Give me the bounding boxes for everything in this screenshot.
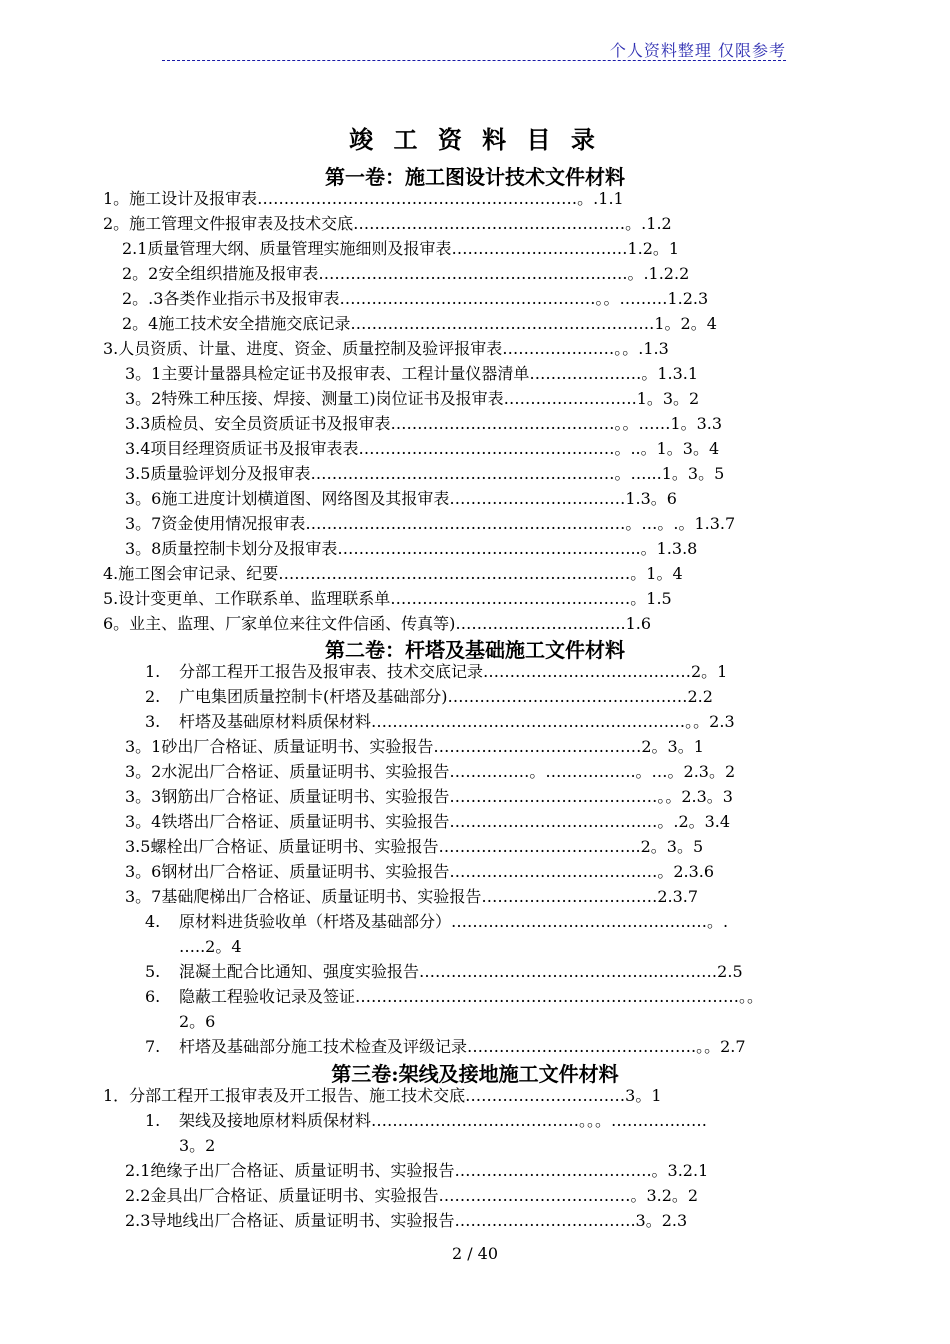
toc-entry: 1。施工设计及报审表……………………………………………………。.1.1 bbox=[103, 189, 624, 208]
toc-entry-continuation: 3。2 bbox=[179, 1136, 216, 1155]
toc-entry-continuation: …..2。4 bbox=[179, 937, 242, 956]
toc-entry: 2.1质量管理大纲、质量管理实施细则及报审表……………………………1.2。1 bbox=[122, 239, 680, 258]
toc-entry: 3.人员资质、计量、进度、资金、质量控制及验评报审表…………………。。.1.3 bbox=[103, 339, 669, 358]
toc-entry bbox=[145, 987, 763, 1007]
entry-number: 4. bbox=[145, 912, 161, 931]
entry-number: 7. bbox=[145, 1037, 161, 1056]
toc-entry bbox=[145, 962, 743, 982]
toc-entry: 5.设计变更单、工作联系单、监理联系单………………………………………。1.5 bbox=[103, 589, 672, 608]
toc-entry: 3。6施工进度计划横道图、网络图及其报审表……………………………1.3。6 bbox=[125, 489, 677, 508]
toc-entry: 2。施工管理文件报审表及技术交底……………………………………………。.1.2 bbox=[103, 214, 672, 233]
toc-entry: 3。1主要计量器具检定证书及报审表、工程计量仪器清单…………………。1.3.1 bbox=[125, 364, 699, 383]
entry-number: 6. bbox=[145, 987, 161, 1006]
toc-entry: 1．分部工程开工报审表及开工报告、施工技术交底…………………………3。1 bbox=[103, 1086, 662, 1105]
toc-entry: 3。3钢筋出厂合格证、质量证明书、实验报告…………………………………。。2.3。3 bbox=[125, 787, 733, 806]
document-title: 竣 工 资 料 目 录 bbox=[349, 125, 601, 154]
entry-text: 架线及接地原材料质保材料…………………………………。。。……………… bbox=[179, 1111, 708, 1130]
toc-entry: 2。.3各类作业指示书及报审表…………………………………………。。………1.2.3 bbox=[122, 289, 709, 308]
toc-entry: 4.施工图会审记录、纪要…………………………………………………………。1。4 bbox=[103, 564, 683, 583]
toc-entry: 3。1砂出厂合格证、质量证明书、实验报告…………………………………2。3。1 bbox=[125, 737, 704, 756]
page-number: 2 / 40 bbox=[451, 1244, 499, 1263]
entry-text: 杆塔及基础部分施工技术检查及评级记录…………………………………….。。2.7 bbox=[179, 1037, 746, 1056]
entry-number: 1. bbox=[145, 1111, 161, 1130]
toc-entry bbox=[145, 912, 728, 932]
entry-number: 3. bbox=[145, 712, 161, 731]
header-text: 个人资料整理 仅限参考 bbox=[609, 41, 786, 60]
toc-entry: 2。4施工技术安全措施交底记录…………………………………………………1。2。4 bbox=[122, 314, 717, 333]
volume2-heading: 第二卷：杆塔及基础施工文件材料 bbox=[325, 638, 625, 662]
toc-entry bbox=[145, 687, 713, 707]
toc-entry: 3。4铁塔出厂合格证、质量证明书、实验报告…………………………………。.2。3.4 bbox=[125, 812, 731, 831]
toc-entry bbox=[145, 1037, 746, 1057]
entry-number: 2. bbox=[145, 687, 161, 706]
toc-entry-continuation: 2。6 bbox=[179, 1012, 216, 1031]
entry-text: 隐蔽工程验收记录及签证………………………………………………………………。。 bbox=[179, 987, 764, 1006]
volume1-heading: 第一卷：施工图设计技术文件材料 bbox=[325, 165, 625, 189]
toc-entry: 3。7基础爬梯出厂合格证、质量证明书、实验报告……………………………2.3.7 bbox=[125, 887, 699, 906]
toc-entry: 3。6钢材出厂合格证、质量证明书、实验报告…………………………………。2.3.6 bbox=[125, 862, 715, 881]
toc-entry bbox=[145, 662, 727, 682]
toc-entry: 2。2安全组织措施及报审表………………………………………………….。.1.2.2 bbox=[122, 264, 690, 283]
entry-text: 混凝土配合比通知、强度实验报告……………………………………..…………2.5 bbox=[179, 962, 743, 981]
entry-text: 分部工程开工报告及报审表、技术交底记录…………………………………2。1 bbox=[179, 662, 728, 681]
toc-entry: 3.5螺栓出厂合格证、质量证明书、实验报告………………………………..2。3。5 bbox=[125, 837, 704, 856]
entry-text: 杆塔及基础原材料质保材料……………………………………..……………。。2.3 bbox=[179, 712, 735, 731]
toc-entry bbox=[145, 712, 735, 732]
entry-text: 原材料进货验收单（杆塔及基础部分）…………………………………………。. bbox=[179, 912, 729, 931]
toc-entry: 3.5质量验评划分及报审表…………………………………………………。…...1。3。5 bbox=[125, 464, 725, 483]
entry-number: 5. bbox=[145, 962, 161, 981]
toc-entry: 3。2特殊工种压接、焊接、测量工)岗位证书及报审表…………………….1。3。2 bbox=[125, 389, 700, 408]
toc-entry: 2.3导地线出厂合格证、质量证明书、实验报告…………………………….3。2.3 bbox=[125, 1211, 688, 1230]
toc-entry: 2.1绝缘子出厂合格证、质量证明书、实验报告……………………………….。3.2.1 bbox=[125, 1161, 709, 1180]
entry-text: 广电集团质量控制卡(杆塔及基础部分)………………………………………2.2 bbox=[179, 687, 713, 706]
toc-entry: 3.4项目经理资质证书及报审表表…………………………………………。..。1。3。4 bbox=[125, 439, 720, 458]
toc-entry: 3。2水泥出厂合格证、质量证明书、实验报告……………。……………..。…。2.3。2 bbox=[125, 762, 736, 781]
entry-number: 1. bbox=[145, 662, 161, 681]
toc-entry: 3。8质量控制卡划分及报审表………………………………………………...。1.3.8 bbox=[125, 539, 698, 558]
toc-entry bbox=[145, 1111, 707, 1131]
toc-entry: 3。7资金使用情况报审表……………………………………………………。…。.。1.3.7 bbox=[125, 514, 736, 533]
page-header bbox=[162, 38, 786, 61]
toc-entry: 3.3质检员、安全员资质证书及报审表……………………………………。。……1。3.3 bbox=[125, 414, 723, 433]
volume3-heading: 第三卷:架线及接地施工文件材料 bbox=[331, 1062, 619, 1086]
toc-entry: 6。业主、监理、厂家单位来往文件信函、传真等)…………………………..1.6 bbox=[103, 614, 652, 633]
toc-entry: 2.2金具出厂合格证、质量证明书、实验报告………………………………。3.2。2 bbox=[125, 1186, 699, 1205]
